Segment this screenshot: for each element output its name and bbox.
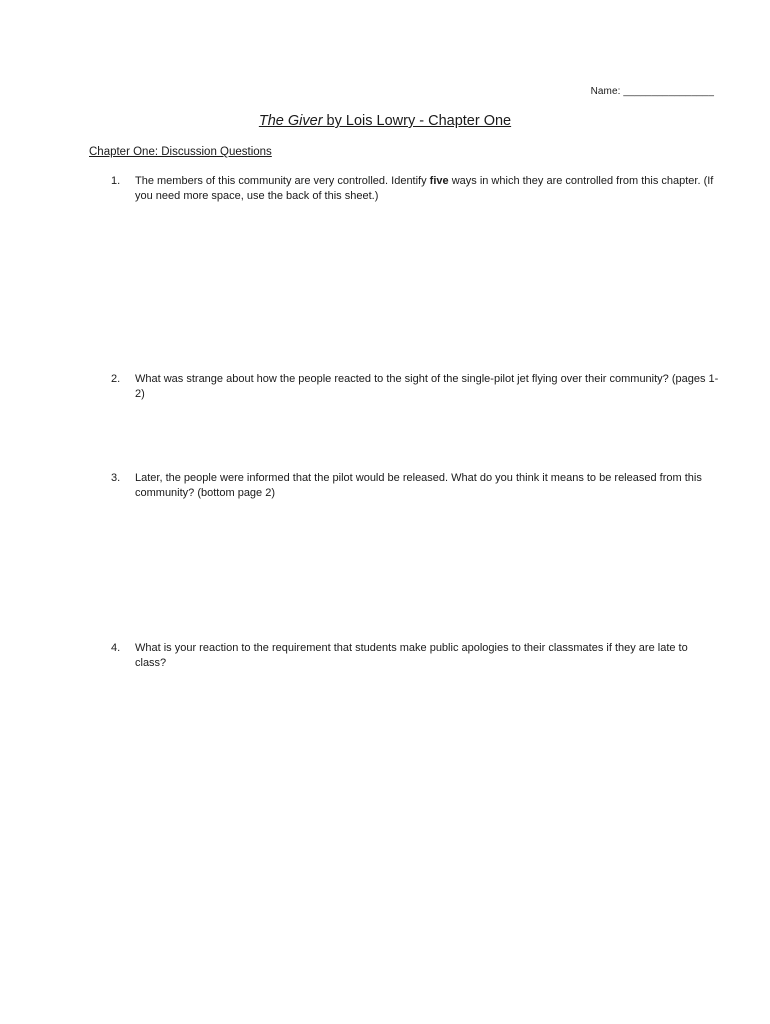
title-rest: by Lois Lowry - Chapter One (322, 113, 512, 129)
book-title: The Giver (258, 113, 323, 129)
name-blank: ________________ (623, 86, 714, 97)
section-heading: Chapter One: Discussion Questions (89, 146, 272, 158)
question-1 (111, 174, 721, 203)
name-label: Name: (590, 86, 621, 97)
question-text: What was strange about how the people reacted to the sight of the single-pilot jet flying over their community? (pages 1-2) (135, 373, 719, 400)
question-text: What is your reaction to the requirement that students make public apologies to their classmates if they are late to class? (135, 642, 688, 669)
question-number: 1. (111, 175, 121, 187)
emphasis-word: five (429, 175, 449, 187)
question-text-part: The members of this community are very controlled. Identify (135, 175, 430, 187)
question-2 (111, 372, 721, 401)
question-number: 4. (111, 642, 121, 654)
question-number: 3. (111, 472, 121, 484)
question-text: Later, the people were informed that the pilot would be released. What do you think it means to be released from this community? (bottom page 2) (135, 472, 702, 499)
page-title (0, 113, 770, 129)
question-3 (111, 471, 721, 500)
question-text (135, 174, 721, 203)
name-field (591, 86, 714, 97)
question-4 (111, 641, 721, 670)
question-text-part: ways in which they are controlled from this chapter. (If you need more space, use the back of this sheet.) (135, 175, 714, 202)
question-number: 2. (111, 373, 121, 385)
